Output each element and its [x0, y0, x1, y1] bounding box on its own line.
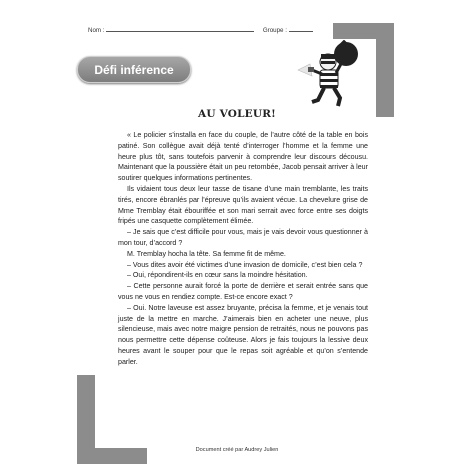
- badge-label: Défi inférence: [94, 62, 174, 77]
- paragraph: – Vous dites avoir été victimes d’une invasion de domicile, c’est bien cela ?: [127, 260, 363, 269]
- paragraph: – Je sais que c’est difficile pour vous, mais je vais devoir vous questionner à mon tour, d’accord ?: [118, 228, 368, 247]
- paragraph: – Oui. Notre laveuse est assez bruyante, précisa la femme, et je venais tout juste de la mettre en marche. J’aimerais bien en acheter une neuve, plus silencieuse, mais avec notre maigre pension de retraités, nous ne pouvons pas nous permettre cette dépense coûteuse. Alors je fais toujours la lessive deux heures avant le souper pour que le repas soit agréable et qu’on s’entende parler.: [118, 303, 368, 366]
- groupe-label: Groupe :: [262, 27, 287, 34]
- nom-blank[interactable]: [106, 26, 254, 32]
- paragraph: M. Tremblay hocha la tête. Sa femme fit de même.: [127, 249, 286, 258]
- paragraph: « Le policier s’installa en face du couple, de l’autre côté de la table en bois patiné. Son collègue avait déjà tenté d’interroger l’homme et la femme une heure plus tôt, sans toutefois parvenir à comprendre leur discours décousu. Maintenant que la poussière était un peu retombée, Jacob pensait arriver à leur soutirer quelques informations pertinentes.: [118, 131, 368, 183]
- paragraph: Ils vidaient tous deux leur tasse de tisane d’une main tremblante, les traits tirés, encore ébranlés par l’épreuve qu’ils avaient vécue. La chevelure grise de Mme Tremblay était ébouriffée et son mari serrait avec force entre ses doigts fripés une casquette complètement élimée.: [118, 184, 368, 226]
- defi-badge: [77, 56, 191, 83]
- paragraph: – Cette personne aurait forcé la porte de derrière et serait entrée sans que vous ne vous en rendiez compte. Est-ce encore exact ?: [118, 282, 368, 301]
- frame-corner-top-right-horizontal: [333, 23, 394, 39]
- groupe-blank[interactable]: [289, 26, 313, 32]
- student-header: [88, 26, 313, 34]
- story-title: AU VOLEUR!: [198, 108, 276, 120]
- story-text: [118, 130, 368, 368]
- paragraph: – Oui, répondirent-ils en cœur sans la moindre hésitation.: [127, 271, 308, 280]
- thief-with-flashlight-icon: [296, 40, 360, 110]
- document-credit: Document créé par Audrey Julien: [195, 447, 279, 453]
- nom-label: Nom :: [88, 27, 105, 34]
